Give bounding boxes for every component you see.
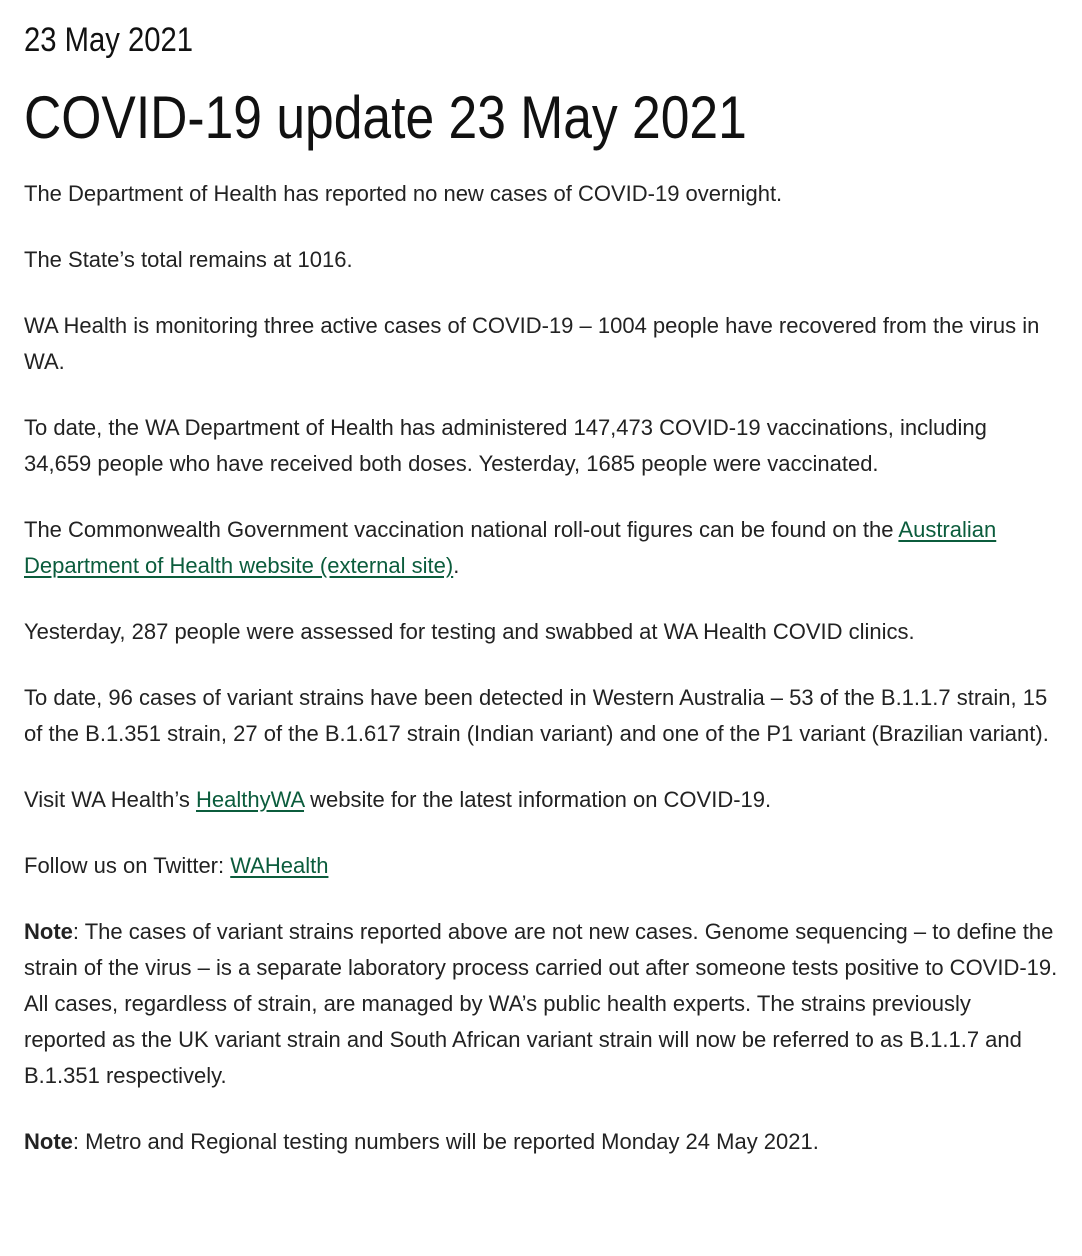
twitter-wahealth-link[interactable]: WAHealth xyxy=(230,853,329,878)
note-testing-numbers xyxy=(24,1124,1058,1160)
note-variant-strains xyxy=(24,914,1058,1094)
australian-health-website-link[interactable]: Australian Department of Health website (external site) xyxy=(24,517,997,578)
paragraph-text: . xyxy=(453,553,460,578)
paragraph-new-cases: The Department of Health has reported no new cases of COVID-19 overnight. xyxy=(24,181,783,206)
note-label: Note xyxy=(24,1129,73,1154)
note-text: : Metro and Regional testing numbers will be reported Monday 24 May 2021. xyxy=(72,1129,819,1154)
paragraph-twitter xyxy=(24,848,1058,884)
paragraph-text: Visit WA Health’s xyxy=(24,787,196,812)
paragraph-rollout-figures xyxy=(24,512,1058,584)
paragraph-text: The Commonwealth Government vaccination national roll-out figures can be found on the xyxy=(24,517,899,542)
paragraph-variants: To date, 96 cases of variant strains have been detected in Western Australia – 53 of the B.1.1.7 strain, 15 of the B.1.351 strain, 27 of the B.1.617 strain (Indian variant) and one of the P1 variant (Brazilian variant). xyxy=(24,685,1049,746)
note-text: : The cases of variant strains reported above are not new cases. Genome sequencing – to define the strain of the virus – is a separate laboratory process carried out after someone tests positive to COVID-19. All cases, regardless of strain, are managed by WA’s public health experts. The strains previously reported as the UK variant strain and South African variant strain will now be referred to as B.1.1.7 and B.1.351 respectively. xyxy=(24,919,1058,1088)
paragraph-testing: Yesterday, 287 people were assessed for testing and swabbed at WA Health COVID clinics. xyxy=(24,619,915,644)
paragraph-active-cases: WA Health is monitoring three active cases of COVID-19 – 1004 people have recovered from the virus in WA. xyxy=(24,313,1040,374)
note-label: Note xyxy=(24,919,73,944)
paragraph-vaccinations: To date, the WA Department of Health has administered 147,473 COVID-19 vaccinations, including 34,659 people who have received both doses. Yesterday, 1685 people were vaccinated. xyxy=(24,415,987,476)
paragraph-state-total: The State’s total remains at 1016. xyxy=(24,247,353,272)
paragraph-text: Follow us on Twitter: xyxy=(24,853,231,878)
publish-date: 23 May 2021 xyxy=(24,21,194,59)
page-title: COVID-19 update 23 May 2021 xyxy=(24,84,747,151)
paragraph-healthywa xyxy=(24,782,1058,818)
healthywa-link[interactable]: HealthyWA xyxy=(196,787,305,812)
paragraph-text: website for the latest information on COVID-19. xyxy=(304,787,772,812)
